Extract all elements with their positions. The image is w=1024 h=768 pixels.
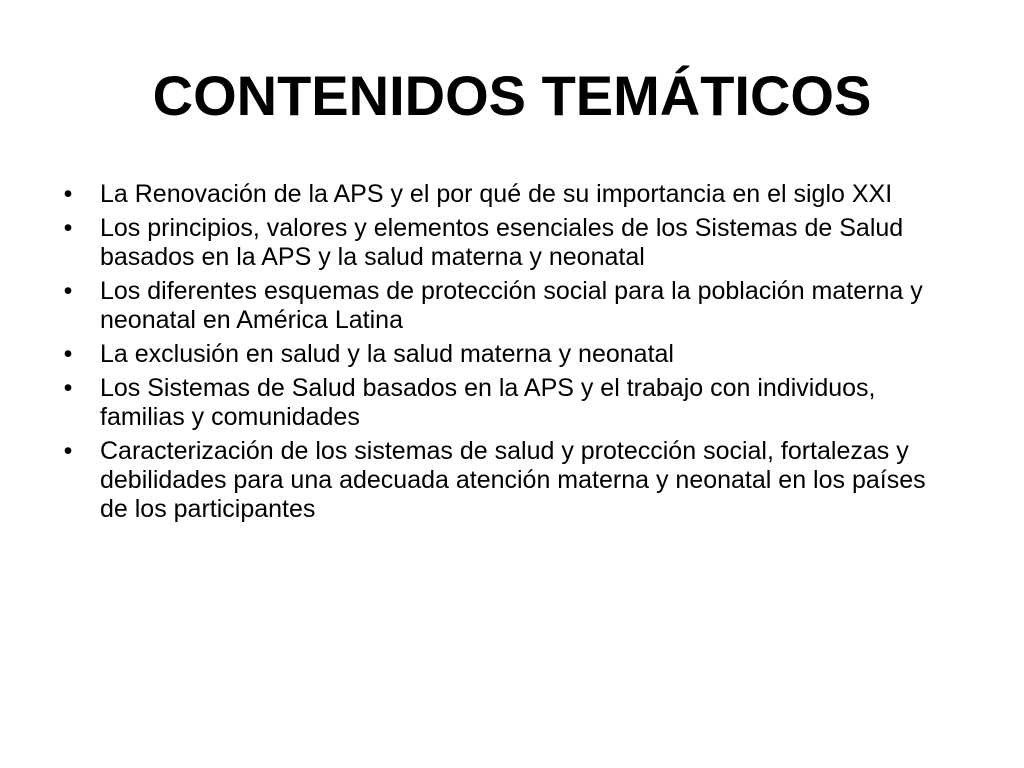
- bullet-icon: •: [63, 340, 73, 368]
- bullet-text: Los Sistemas de Salud basados en la APS y el trabajo con individuos, familias y comunidades: [100, 374, 876, 431]
- bullet-icon: •: [63, 374, 73, 402]
- bullet-icon: •: [63, 180, 73, 208]
- bullet-list: [58, 180, 958, 529]
- bullet-item: [58, 180, 958, 209]
- bullet-text: Los diferentes esquemas de protección social para la población materna y neonatal en América Latina: [100, 277, 923, 334]
- bullet-item: [58, 374, 958, 432]
- bullet-item: [58, 214, 958, 272]
- bullet-text: La exclusión en salud y la salud materna y neonatal: [100, 340, 674, 368]
- bullet-item: [58, 340, 958, 369]
- bullet-icon: •: [63, 277, 73, 305]
- slide-title: CONTENIDOS TEMÁTICOS: [152, 64, 872, 127]
- bullet-icon: •: [63, 437, 73, 465]
- bullet-text: Caracterización de los sistemas de salud y protección social, fortalezas y debilidades para una adecuada atención materna y neonatal en los países de los participantes: [100, 437, 926, 523]
- bullet-item: [58, 437, 958, 524]
- bullet-text: La Renovación de la APS y el por qué de su importancia en el siglo XXI: [100, 180, 893, 208]
- bullet-icon: •: [63, 214, 73, 242]
- bullet-text: Los principios, valores y elementos esenciales de los Sistemas de Salud basados en la APS y la salud materna y neonatal: [100, 214, 904, 271]
- bullet-item: [58, 277, 958, 335]
